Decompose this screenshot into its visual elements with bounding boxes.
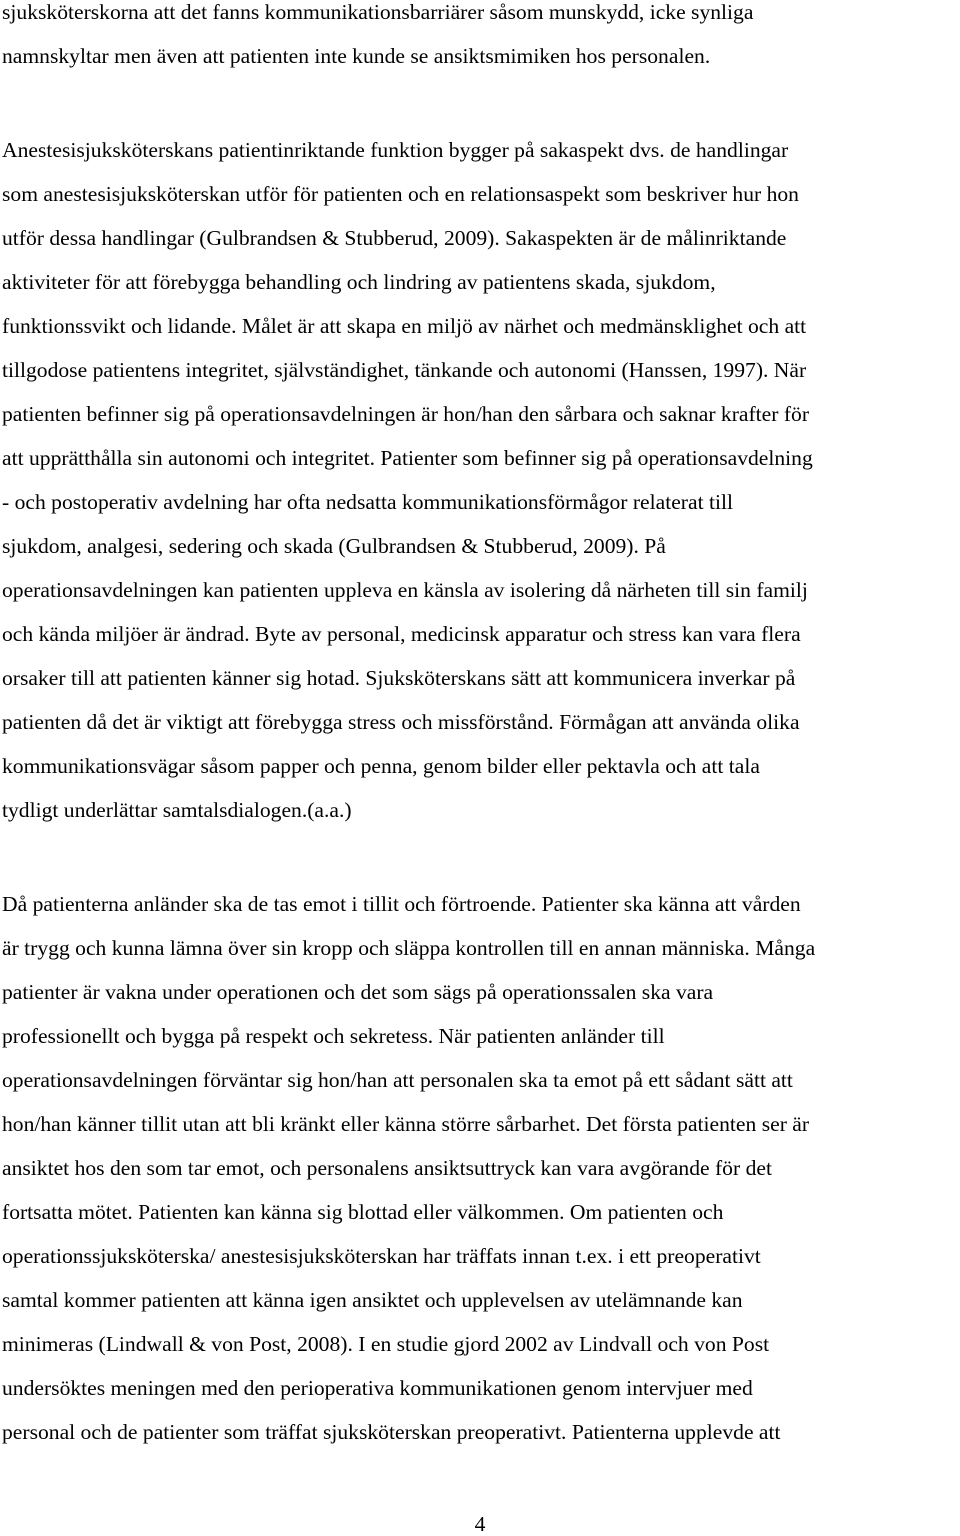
text-line: fortsatta mötet. Patienten kan känna sig blottad eller välkommen. Om patienten och [2,1200,724,1224]
text-line: är trygg och kunna lämna över sin kropp och släppa kontrollen till en annan människa. Många [2,936,816,960]
text-line: sjukdom, analgesi, sedering och skada (Gulbrandsen & Stubberud, 2009). På [2,534,666,558]
text-line: funktionssvikt och lidande. Målet är att skapa en miljö av närhet och medmänsklighet och att [2,314,807,338]
text-line: Då patienterna anländer ska de tas emot i tillit och förtroende. Patienter ska känna att vården [2,892,801,916]
text-line: sjuksköterskorna att det fanns kommunikationsbarriärer såsom munskydd, icke synliga [2,0,754,24]
text-line: och kända miljöer är ändrad. Byte av personal, medicinsk apparatur och stress kan vara flera [2,622,801,646]
text-line: kommunikationsvägar såsom papper och penna, genom bilder eller pektavla och att tala [2,754,760,778]
text-line: hon/han känner tillit utan att bli kränkt eller känna större sårbarhet. Det första patienten ser är [2,1112,810,1136]
text-line: att upprätthålla sin autonomi och integritet. Patienter som befinner sig på operationsavdelning [2,446,813,470]
text-line: operationsavdelningen kan patienten uppleva en känsla av isolering då närheten till sin familj [2,578,808,602]
text-line: namnskyltar men även att patienten inte kunde se ansiktsmimiken hos personalen. [2,44,711,68]
text-line: orsaker till att patienten känner sig hotad. Sjuksköterskans sätt att kommunicera inverkar på [2,666,796,690]
text-line: utför dessa handlingar (Gulbrandsen & Stubberud, 2009). Sakaspekten är de målinriktande [2,226,787,250]
text-line: som anestesisjuksköterskan utför för patienten och en relationsaspekt som beskriver hur hon [2,182,799,206]
text-line: undersöktes meningen med den perioperativa kommunikationen genom intervjuer med [2,1376,753,1400]
text-line: minimeras (Lindwall & von Post, 2008). I en studie gjord 2002 av Lindvall och von Post [2,1332,770,1356]
text-line: Anestesisjuksköterskans patientinriktande funktion bygger på sakaspekt dvs. de handlingar [2,138,789,162]
text-line: patienten då det är viktigt att förebygga stress och missförstånd. Förmågan att använda olika [2,710,800,734]
text-line: professionellt och bygga på respekt och sekretess. När patienten anländer till [2,1024,665,1048]
text-line: aktiviteter för att förebygga behandling och lindring av patientens skada, sjukdom, [2,270,716,294]
text-line: patienten befinner sig på operationsavdelningen är hon/han den sårbara och saknar krafter för [2,402,810,426]
text-line: - och postoperativ avdelning har ofta nedsatta kommunikationsförmågor relaterat till [2,490,733,514]
page-number: 4 [474,1512,486,1536]
text-line: personal och de patienter som träffat sjuksköterskan preoperativt. Patienterna upplevde att [2,1420,781,1444]
text-line: operationsavdelningen förväntar sig hon/han att personalen ska ta emot på ett sådant sätt att [2,1068,793,1092]
text-line: samtal kommer patienten att känna igen ansiktet och upplevelsen av utelämnande kan [2,1288,743,1312]
text-line: operationssjuksköterska/ anestesisjuksköterskan har träffats innan t.ex. i ett preoperativt [2,1244,761,1268]
text-line: ansiktet hos den som tar emot, och personalens ansiktsuttryck kan vara avgörande för det [2,1156,772,1180]
text-line: tillgodose patientens integritet, självständighet, tänkande och autonomi (Hanssen, 1997). När [2,358,807,382]
text-line: patienter är vakna under operationen och det som sägs på operationssalen ska vara [2,980,714,1004]
text-line: tydligt underlättar samtalsdialogen.(a.a.) [2,798,352,822]
